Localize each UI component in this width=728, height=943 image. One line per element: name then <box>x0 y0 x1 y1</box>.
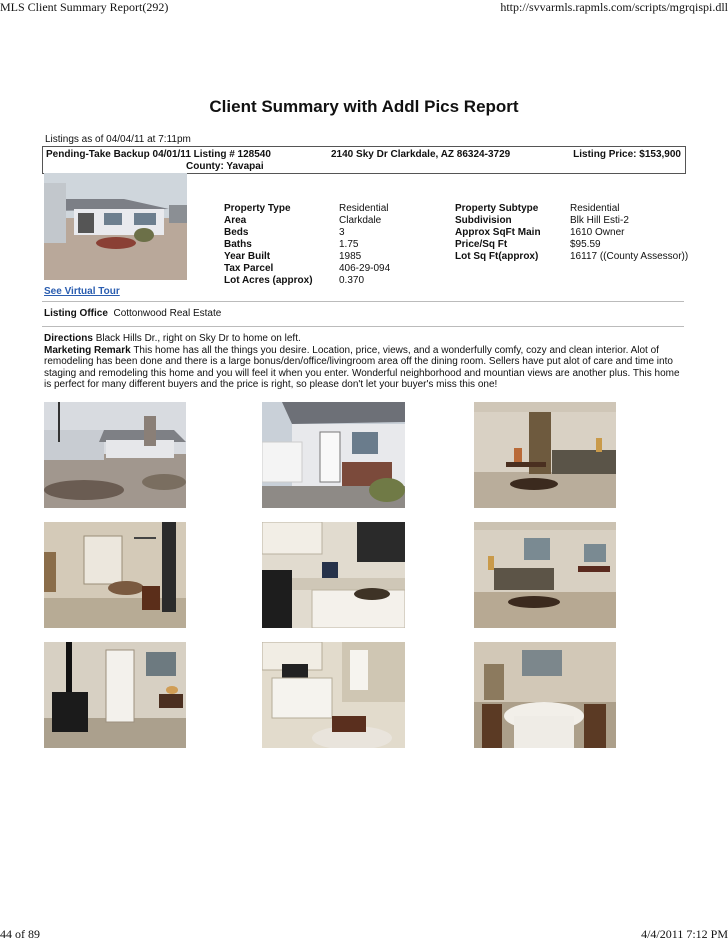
prop-label: Beds <box>224 227 249 238</box>
prop-label: Approx SqFt Main <box>455 227 541 238</box>
prop-value: Clarkdale <box>339 215 382 226</box>
directions-text: Black Hills Dr., right on Sky Dr to home on left. <box>95 333 301 344</box>
additional-photo-dining-stove[interactable] <box>44 522 186 628</box>
prop-label: Property Subtype <box>455 203 539 214</box>
print-footer-timestamp: 4/4/2011 7:12 PM <box>641 927 728 941</box>
remarks-section <box>44 333 684 391</box>
prop-label: Baths <box>224 239 252 250</box>
listing-address: 2140 Sky Dr Clarkdale, AZ 86324-3729 <box>331 149 511 160</box>
prop-label: Lot Sq Ft(approx) <box>455 251 539 262</box>
prop-value: Residential <box>570 203 620 214</box>
listings-as-of: Listings as of 04/04/11 at 7:11pm <box>45 134 191 145</box>
report-title: Client Summary with Addl Pics Report <box>209 97 519 116</box>
print-header-title: MLS Client Summary Report(292) <box>0 0 169 14</box>
listing-office-value: Cottonwood Real Estate <box>113 308 222 319</box>
prop-label: Lot Acres (approx) <box>224 275 313 286</box>
additional-photo-family-room[interactable] <box>474 522 616 628</box>
prop-value: 1985 <box>339 251 362 262</box>
prop-label: Area <box>224 215 247 226</box>
marketing-remark-text: This home has all the things you desire. Location, price, views, and a wonderfully comfy, cozy and clean interior. Alot of remodeling has been done and there is a large bonus/den/office/livingroom area off the dining room. Sellers have put alot of care and time into staging and remodeling this home and you will feel it when you enter. Wonderful neighborhood and mountian views are another plus. This home is perfect for many different buyers and the price is right, so please don't let your buyer's miss this one! <box>44 344 680 390</box>
directions-label: Directions <box>44 333 93 344</box>
prop-value: 3 <box>339 227 345 238</box>
marketing-remark-label: Marketing Remark <box>44 344 131 356</box>
print-header-url: http://svvarmls.rapmls.com/scripts/mgrqispi.dll <box>500 0 728 14</box>
prop-label: Property Type <box>224 203 291 214</box>
prop-label: Year Built <box>224 251 271 262</box>
virtual-tour-link[interactable]: See Virtual Tour <box>44 286 120 297</box>
property-details-right <box>455 203 688 263</box>
additional-photo-kitchen[interactable] <box>262 522 405 628</box>
listing-county: County: Yavapai <box>186 161 264 172</box>
listing-price: Listing Price: $153,900 <box>573 149 681 160</box>
divider <box>42 301 684 302</box>
prop-label: Subdivision <box>455 215 512 226</box>
additional-photo-living-room[interactable] <box>474 402 616 508</box>
prop-value: $95.59 <box>570 239 601 250</box>
additional-photo-dining-table[interactable] <box>474 642 616 748</box>
divider <box>42 326 684 327</box>
additional-photo-exterior-yard[interactable] <box>44 402 186 508</box>
prop-label: Tax Parcel <box>224 263 274 274</box>
prop-value: Blk Hill Esti-2 <box>570 215 629 226</box>
prop-value: 16117 ((County Assessor)) <box>570 251 689 262</box>
prop-value: 0.370 <box>339 275 365 286</box>
main-house-photo[interactable] <box>44 173 187 280</box>
prop-value: 406-29-094 <box>339 263 391 274</box>
listing-status: Pending-Take Backup 04/01/11 Listing # 128540 <box>46 149 271 160</box>
prop-label: Price/Sq Ft <box>455 239 508 250</box>
print-footer-page: 44 of 89 <box>0 927 40 941</box>
prop-value: 1.75 <box>339 239 359 250</box>
listing-office <box>44 308 221 319</box>
listing-office-label: Listing Office <box>44 308 108 319</box>
listing-summary-box <box>42 146 686 174</box>
property-details-left <box>224 203 390 287</box>
additional-photo-wood-stove[interactable] <box>44 642 186 748</box>
additional-photo-front-porch[interactable] <box>262 402 405 508</box>
additional-photo-kitchen-dining[interactable] <box>262 642 405 748</box>
prop-value: Residential <box>339 203 389 214</box>
prop-value: 1610 Owner <box>570 227 625 238</box>
